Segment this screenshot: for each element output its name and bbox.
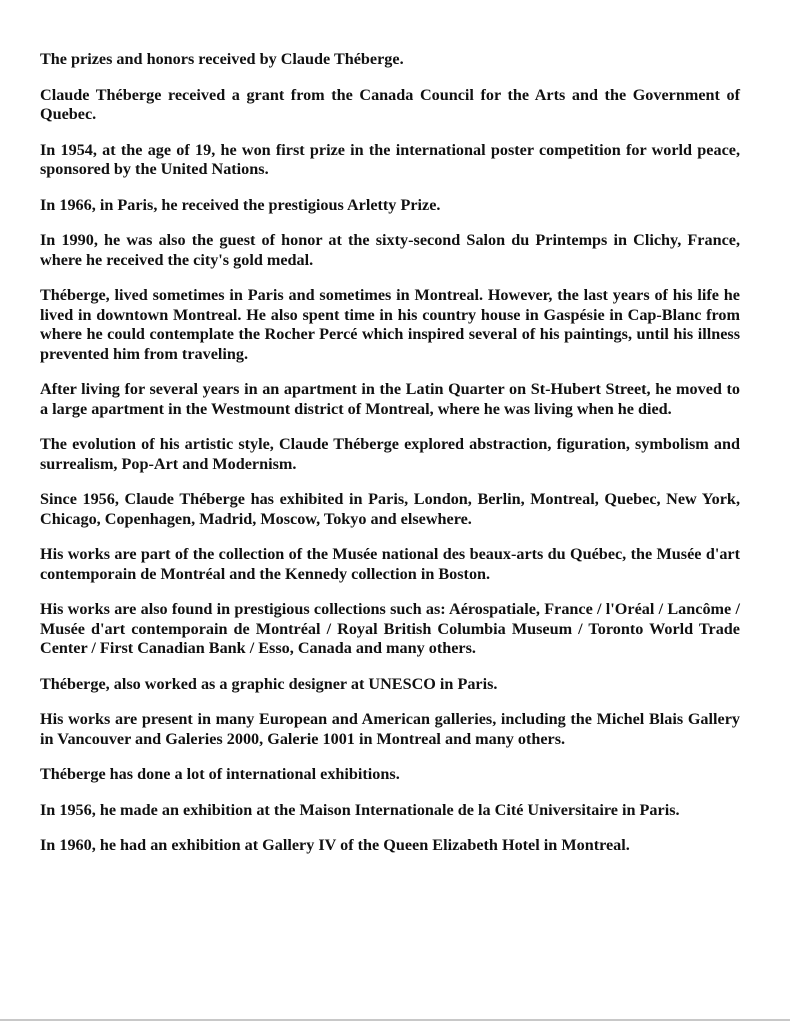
paragraph-exhibited-cities: Since 1956, Claude Théberge has exhibited in Paris, London, Berlin, Montreal, Quebec, New York, Chicago, Copenhagen, Madrid, Moscow, Tokyo and elsewhere. — [40, 490, 740, 528]
paragraph-1990-honor: In 1990, he was also the guest of honor at the sixty-second Salon du Printemps in Clichy, France, where he received the city's gold medal. — [40, 231, 740, 269]
paragraph-arletty-prize: In 1966, in Paris, he received the prestigious Arletty Prize. — [40, 195, 441, 214]
paragraph-1954-prize: In 1954, at the age of 19, he won first prize in the international poster competition for world peace, sponsored by the United Nations. — [40, 140, 740, 178]
document-title: The prizes and honors received by Claude Théberge. — [40, 50, 404, 68]
paragraph-unesco: Théberge, also worked as a graphic designer at UNESCO in Paris. — [40, 674, 498, 693]
paragraph-grant: Claude Théberge received a grant from the Canada Council for the Arts and the Government of Quebec. — [40, 85, 740, 123]
paragraph-prestigious-collections: His works are also found in prestigious collections such as: Aérospatiale, France / l'Oréal / Lancôme / Musée d'art contemporain de Montréal / Royal British Columbia Museum / Toronto World Trade Center / First Canadian Bank / Esso, Canada and many others. — [40, 600, 740, 657]
paragraph-international-exhibitions: Théberge has done a lot of international exhibitions. — [40, 765, 400, 783]
paragraph-residences: Théberge, lived sometimes in Paris and sometimes in Montreal. However, the last years of his life he lived in downtown Montreal. He also spent time in his country house in Gaspésie in Cap-Blanc from where he could contemplate the Rocher Percé which inspired several of his paintings, until his illness prevented him from traveling. — [40, 286, 740, 363]
paragraph-artistic-style: The evolution of his artistic style, Claude Théberge explored abstraction, figuration, symbolism and surrealism, Pop-Art and Modernism. — [40, 435, 740, 473]
paragraph-galleries: His works are present in many European and American galleries, including the Michel Blais Gallery in Vancouver and Galeries 2000, Galerie 1001 in Montreal and many others. — [40, 710, 740, 748]
paragraph-museum-collections: His works are part of the collection of the Musée national des beaux-arts du Québec, the Musée d'art contemporain de Montréal and the Kennedy collection in Boston. — [40, 545, 740, 583]
document-body — [40, 50, 740, 872]
paragraph-1960-exhibition: In 1960, he had an exhibition at Gallery IV of the Queen Elizabeth Hotel in Montreal. — [40, 836, 630, 854]
paragraph-1956-exhibition: In 1956, he made an exhibition at the Maison Internationale de la Cité Universitaire in Paris. — [40, 800, 680, 819]
page-bottom-edge — [0, 1019, 790, 1021]
paragraph-apartment: After living for several years in an apartment in the Latin Quarter on St-Hubert Street, he moved to a large apartment in the Westmount district of Montreal, where he was living when he died. — [40, 380, 740, 418]
